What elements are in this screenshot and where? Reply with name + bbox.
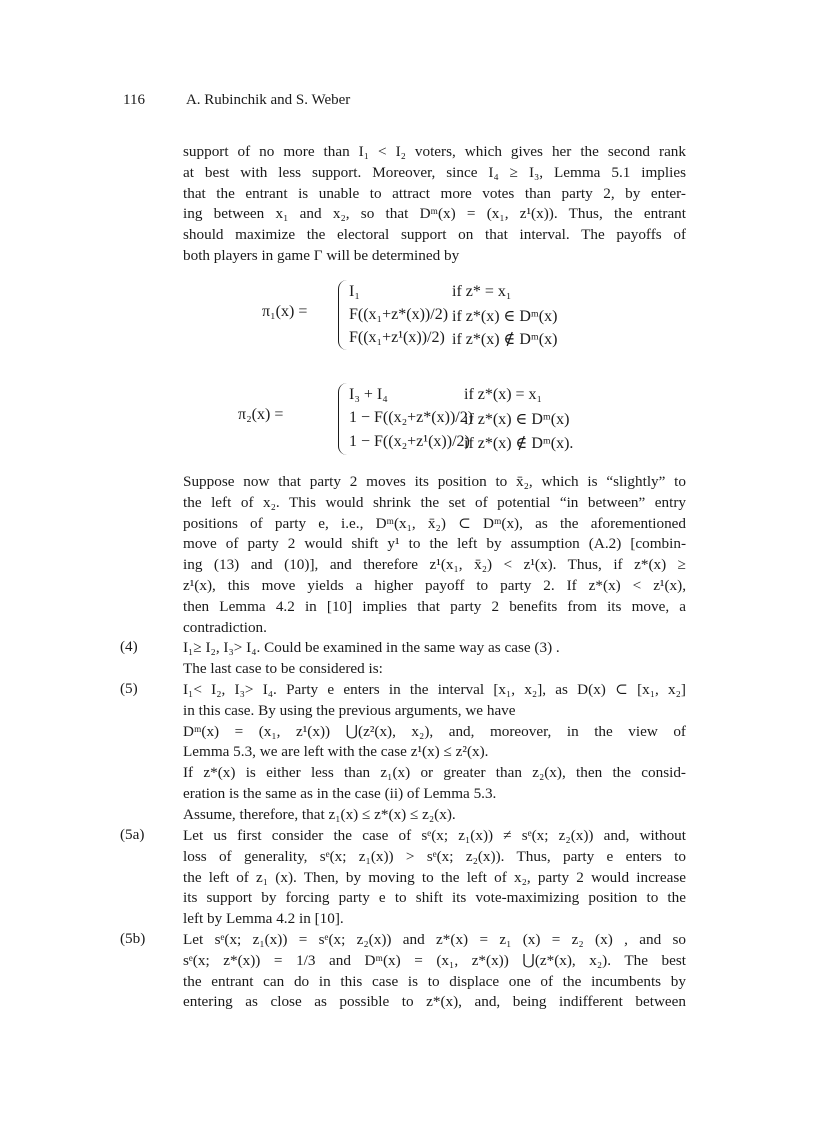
case-label: (5a) <box>120 826 145 843</box>
text-line: entering as close as possible to z*(x), and, being indifferent between <box>183 993 686 1011</box>
case-condition: if z*(x) ∈ Dᵐ(x) <box>452 308 558 325</box>
text-line: eration is the same as in the case (ii) of Lemma 5.3. <box>183 784 497 802</box>
text-line: The last case to be considered is: <box>183 659 383 677</box>
text-line: should maximize the electoral support on that interval. The payoffs of <box>183 226 686 244</box>
text-line: the entrant can do in this case is to displace one of the incumbents by <box>183 972 686 990</box>
case-value: I₁ <box>349 283 360 300</box>
case-5b-text <box>183 930 686 1013</box>
case-5-text <box>183 680 686 826</box>
text-line: the left of x₂. This would shrink the set of potential “in between” entry <box>183 493 686 511</box>
text-line: both players in game Γ will be determined by <box>183 246 460 264</box>
case-5a-text <box>183 826 686 930</box>
left-brace <box>338 383 347 455</box>
case-condition: if z*(x) = x₁ <box>464 386 543 403</box>
text-line: in this case. By using the previous arguments, we have <box>183 701 516 719</box>
text-line: sᵉ(x; z*(x)) = 1/3 and Dᵐ(x) = (x₁, z*(x)) ⋃(z*(x), x₂). The best <box>183 951 686 969</box>
text-line: I₁≥ I₂, I₃> I₄. Could be examined in the same way as case (3) . <box>183 639 560 656</box>
text-line: Suppose now that party 2 moves its position to x̄₂, which is “slightly” to <box>183 473 686 490</box>
running-header <box>123 92 350 109</box>
text-line: move of party 2 would shift y¹ to the left by assumption (A.2) [combin- <box>183 535 686 553</box>
running-authors: A. Rubinchik and S. Weber <box>185 92 351 108</box>
text-line: support of no more than I₁ < I₂ voters, which gives her the second rank <box>183 143 686 160</box>
case-label: (4) <box>120 638 138 655</box>
paragraph-deviation <box>183 472 686 638</box>
case-value: F((x₁+z¹(x))/2) <box>349 329 445 346</box>
text-line: the left of z₁ (x). Then, by moving to the left of x₂, party 2 would increase <box>183 868 686 886</box>
text-line: contradiction. <box>183 618 267 636</box>
equation-lhs: π₂(x) = <box>238 406 284 423</box>
case-label: (5b) <box>120 930 146 947</box>
left-brace <box>338 280 347 350</box>
text-line: its support by forcing party e to shift its vote-maximizing position to the <box>183 889 686 907</box>
page-number: 116 <box>123 92 145 108</box>
text-line: then Lemma 4.2 in [10] implies that party 2 benefits from its move, a <box>183 597 686 615</box>
paragraph-intro <box>183 142 686 267</box>
text-line: positions of party e, i.e., Dᵐ(x₁, x̄₂) ⊂ Dᵐ(x), as the aforementioned <box>183 514 686 532</box>
equation-lhs: π₁(x) = <box>262 303 308 320</box>
text-line: I₁< I₂, I₃> I₄. Party e enters in the interval [x₁, x₂], as D(x) ⊂ [x₁, x₂] <box>183 681 686 698</box>
text-line: If z*(x) is either less than z₁(x) or greater than z₂(x), then the consid- <box>183 764 686 782</box>
case-value: 1 − F((x₂+z¹(x))/2) <box>349 433 470 450</box>
case-value: F((x₁+z*(x))/2) <box>349 306 449 323</box>
text-line: Dᵐ(x) = (x₁, z¹(x)) ⋃(z²(x), x₂), and, moreover, in the view of <box>183 722 686 740</box>
text-line: Lemma 5.3, we are left with the case z¹(x) ≤ z²(x). <box>183 743 489 761</box>
text-line: Let us first consider the case of sᵉ(x; z₁(x)) ≠ sᵉ(x; z₂(x)) and, without <box>183 827 686 844</box>
text-line: that the entrant is unable to attract more votes than party 2, by enter- <box>183 184 686 202</box>
case-condition: if z*(x) ∈ Dᵐ(x) <box>464 411 570 428</box>
text-line: loss of generality, sᵉ(x; z₁(x)) > sᵉ(x; z₂(x)). Thus, party e enters to <box>183 847 686 865</box>
text-line: z¹(x), this move yields a higher payoff to party 2. If z*(x) < z¹(x), <box>183 576 686 594</box>
case-value: I₃ + I₄ <box>349 386 388 403</box>
text-line: Assume, therefore, that z₁(x) ≤ z*(x) ≤ z₂(x). <box>183 805 456 823</box>
text-line: left by Lemma 4.2 in [10]. <box>183 910 344 928</box>
case-condition: if z* = x₁ <box>452 283 512 300</box>
case-value: 1 − F((x₂+z*(x))/2) <box>349 409 474 426</box>
text-line: ing between x₁ and x₂, so that Dᵐ(x) = (x₁, z¹(x)). Thus, the entrant <box>183 205 686 223</box>
case-condition: if z*(x) ∉ Dᵐ(x) <box>452 331 558 348</box>
case-condition: if z*(x) ∉ Dᵐ(x). <box>464 435 574 452</box>
text-line: ing (13) and (10)], and therefore z¹(x₁, x̄₂) < z¹(x). Thus, if z*(x) ≥ <box>183 556 686 574</box>
text-line: at best with less support. Moreover, since I₄ ≥ I₃, Lemma 5.1 implies <box>183 163 686 181</box>
case-label: (5) <box>120 680 138 697</box>
case-4-text <box>183 638 686 680</box>
text-line: Let sᵉ(x; z₁(x)) = sᵉ(x; z₂(x)) and z*(x) = z₁ (x) = z₂ (x) , and so <box>183 931 686 948</box>
